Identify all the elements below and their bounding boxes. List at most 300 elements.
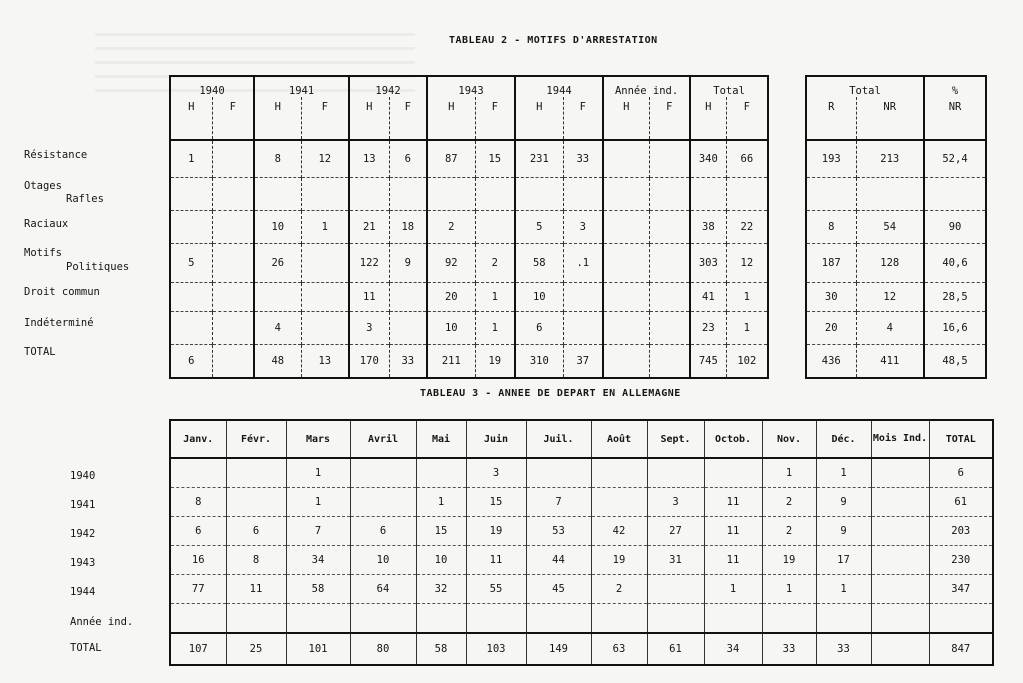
table-cell: 20	[427, 283, 475, 312]
female-header: F	[475, 97, 515, 140]
table-cell	[349, 178, 389, 211]
month-header: Janv.	[170, 420, 226, 458]
table-cell	[591, 604, 647, 634]
table-cell: 11	[704, 546, 762, 575]
row-label: 1941	[70, 499, 96, 511]
table-cell: 1	[704, 575, 762, 604]
table-cell	[603, 312, 649, 345]
table-cell	[871, 488, 929, 517]
table-row	[806, 244, 986, 283]
table2-resistance-summary	[805, 75, 987, 379]
row-label: Résistance	[24, 149, 88, 161]
table-cell: 13	[301, 345, 349, 379]
table-cell	[816, 604, 871, 634]
table-cell: 2	[762, 517, 816, 546]
row-label: 1944	[70, 586, 96, 598]
female-header: F	[212, 97, 254, 140]
table-cell	[301, 178, 349, 211]
table-cell: 27	[647, 517, 704, 546]
table-row	[806, 312, 986, 345]
table-cell: 33	[389, 345, 427, 379]
table-cell: 6	[170, 345, 212, 379]
table-row	[806, 345, 986, 379]
table-cell: 64	[350, 575, 416, 604]
table-cell: 10	[350, 546, 416, 575]
table-cell	[649, 345, 690, 379]
table-cell: 213	[856, 140, 924, 178]
table-cell	[475, 178, 515, 211]
table2-sex-header-row	[170, 97, 768, 140]
row-label: Droit commun	[24, 286, 100, 298]
table-row	[170, 178, 768, 211]
table-cell: 52,4	[924, 140, 986, 178]
table-cell	[301, 312, 349, 345]
month-header: Août	[591, 420, 647, 458]
table-cell: 19	[466, 517, 526, 546]
table-cell	[526, 458, 591, 488]
table-cell: 12	[301, 140, 349, 178]
table-cell: 170	[349, 345, 389, 379]
male-header: H	[170, 97, 212, 140]
table-cell: 30	[806, 283, 856, 312]
table-cell: 22	[726, 211, 768, 244]
table-cell: 231	[515, 140, 563, 178]
table-cell: 3	[563, 211, 603, 244]
table-cell: 1	[762, 575, 816, 604]
table-cell: 310	[515, 345, 563, 379]
table-cell	[647, 604, 704, 634]
table-cell: 58	[515, 244, 563, 283]
table-cell: 48,5	[924, 345, 986, 379]
table-cell: 7	[526, 488, 591, 517]
table-cell: 10	[427, 312, 475, 345]
table-cell: 211	[427, 345, 475, 379]
row-label: Année ind.	[70, 616, 134, 628]
table-cell: 19	[762, 546, 816, 575]
table-cell: 7	[286, 517, 350, 546]
month-header: Mai	[416, 420, 466, 458]
table-cell: 1	[816, 458, 871, 488]
table-cell: 8	[806, 211, 856, 244]
table-cell: 55	[466, 575, 526, 604]
table-cell: 347	[929, 575, 993, 604]
table-cell	[924, 178, 986, 211]
table-cell: 6	[226, 517, 286, 546]
table-cell: 1	[286, 458, 350, 488]
table-cell: 58	[286, 575, 350, 604]
table-cell	[170, 312, 212, 345]
table-cell: 61	[647, 633, 704, 665]
table-cell: 63	[591, 633, 647, 665]
table-cell	[212, 283, 254, 312]
table-cell: 5	[170, 244, 212, 283]
table-cell: 15	[475, 140, 515, 178]
table-cell	[212, 345, 254, 379]
row-label: Indéterminé	[24, 317, 94, 329]
table-cell	[350, 458, 416, 488]
table-cell	[170, 178, 212, 211]
table-cell: 128	[856, 244, 924, 283]
table-cell: 48	[254, 345, 301, 379]
table-cell: 42	[591, 517, 647, 546]
table-cell: 2	[427, 211, 475, 244]
table-cell: 12	[726, 244, 768, 283]
table-row	[170, 140, 768, 178]
table-cell: 4	[254, 312, 301, 345]
female-header: F	[563, 97, 603, 140]
table-cell: 17	[816, 546, 871, 575]
table-cell: 436	[806, 345, 856, 379]
table-cell: 6	[350, 517, 416, 546]
table3-title: TABLEAU 3 - ANNEE DE DEPART EN ALLEMAGNE	[420, 388, 681, 399]
table-cell: 1	[301, 211, 349, 244]
table-cell	[301, 244, 349, 283]
table-cell: 11	[466, 546, 526, 575]
table-cell: 80	[350, 633, 416, 665]
table2-year-header-row	[170, 76, 768, 97]
table-cell: 66	[726, 140, 768, 178]
table-cell: 3	[349, 312, 389, 345]
table-cell	[226, 488, 286, 517]
row-label: Motifs	[24, 247, 62, 259]
table-cell: 31	[647, 546, 704, 575]
table-cell: 1	[188, 153, 195, 165]
table-cell: 340	[690, 140, 726, 178]
table-cell: 33	[762, 633, 816, 665]
month-header: TOTAL	[929, 420, 993, 458]
table-cell	[649, 244, 690, 283]
table-row	[806, 140, 986, 178]
female-header: F	[389, 97, 427, 140]
table-cell	[212, 140, 254, 178]
male-header: H	[690, 97, 726, 140]
year-header-4: 1944	[515, 76, 603, 97]
table-cell: 77	[170, 575, 226, 604]
table-cell	[212, 312, 254, 345]
table-cell	[563, 178, 603, 211]
table-cell	[647, 575, 704, 604]
table-cell	[350, 604, 416, 634]
table-cell: 25	[226, 633, 286, 665]
table-cell: 12	[856, 283, 924, 312]
table-cell: 11	[704, 488, 762, 517]
row-label: TOTAL	[24, 346, 56, 358]
row-label: TOTAL	[70, 642, 102, 654]
table-cell	[871, 633, 929, 665]
table-cell: 32	[416, 575, 466, 604]
year-header-2: 1942	[349, 76, 427, 97]
table-cell	[170, 211, 212, 244]
table-cell: 122	[349, 244, 389, 283]
table-cell: 87	[427, 140, 475, 178]
table-row	[170, 312, 768, 345]
table-cell: 1	[286, 488, 350, 517]
table-cell	[603, 140, 649, 178]
table-cell	[603, 283, 649, 312]
table-cell	[563, 312, 603, 345]
table-cell: 15	[416, 517, 466, 546]
table-cell: 58	[416, 633, 466, 665]
table-cell: 9	[389, 244, 427, 283]
year-header-3: 1943	[427, 76, 515, 97]
table-cell: 21	[349, 211, 389, 244]
table-row	[170, 575, 993, 604]
month-header: Juil.	[526, 420, 591, 458]
table-cell: 411	[856, 345, 924, 379]
table-cell: 41	[690, 283, 726, 312]
table-cell: 1	[475, 283, 515, 312]
month-header: Nov.	[762, 420, 816, 458]
table-cell	[212, 211, 254, 244]
table-cell: 92	[427, 244, 475, 283]
table-cell	[226, 458, 286, 488]
table-cell: 19	[591, 546, 647, 575]
table-cell: 3	[466, 458, 526, 488]
table-row	[806, 283, 986, 312]
table-cell: 10	[515, 283, 563, 312]
table-cell: 33	[563, 140, 603, 178]
table-cell	[871, 517, 929, 546]
table-row	[806, 178, 986, 211]
row-label: Rafles	[66, 193, 104, 205]
table-cell: 6	[389, 140, 427, 178]
table-cell: 5	[515, 211, 563, 244]
table-cell	[389, 283, 427, 312]
table-cell	[690, 178, 726, 211]
table-cell: 1	[416, 488, 466, 517]
table-row	[170, 604, 993, 634]
table-cell	[647, 458, 704, 488]
table-cell	[466, 604, 526, 634]
table-cell	[591, 488, 647, 517]
month-header: Févr.	[226, 420, 286, 458]
table-cell: 1	[816, 575, 871, 604]
table-cell: 23	[690, 312, 726, 345]
table-cell	[649, 211, 690, 244]
table-cell: 193	[821, 153, 841, 165]
table-cell: 102	[726, 345, 768, 379]
table-row	[170, 633, 993, 665]
year-header-0: 1940	[199, 85, 225, 97]
table-cell: 6	[170, 517, 226, 546]
pct-header: %	[924, 76, 986, 97]
table-cell: 149	[526, 633, 591, 665]
table-cell	[254, 178, 301, 211]
table-cell: 745	[690, 345, 726, 379]
table-cell: 53	[526, 517, 591, 546]
month-header: Octob.	[704, 420, 762, 458]
table-cell	[301, 283, 349, 312]
male-header: H	[349, 97, 389, 140]
table-cell: 1	[726, 283, 768, 312]
table-cell: 11	[704, 517, 762, 546]
month-header: Juin	[466, 420, 526, 458]
table-cell	[649, 283, 690, 312]
year-header-1: 1941	[254, 76, 349, 97]
table-cell: 34	[704, 633, 762, 665]
table-cell	[170, 604, 226, 634]
pct-nr-header: NR	[924, 97, 986, 140]
table-cell	[704, 458, 762, 488]
table-cell: 44	[526, 546, 591, 575]
table-cell: 1	[762, 458, 816, 488]
table-cell: 34	[286, 546, 350, 575]
male-header: H	[603, 97, 649, 140]
female-header: F	[301, 97, 349, 140]
table-cell	[212, 244, 254, 283]
month-header: Déc.	[816, 420, 871, 458]
month-header-row	[170, 420, 993, 458]
table-cell: 13	[349, 140, 389, 178]
nr-header: NR	[856, 97, 924, 140]
table-cell: 9	[816, 488, 871, 517]
row-label: 1943	[70, 557, 96, 569]
table-cell	[170, 458, 226, 488]
table-cell: 16	[170, 546, 226, 575]
male-header: H	[254, 97, 301, 140]
table-cell: 103	[466, 633, 526, 665]
table-cell	[603, 345, 649, 379]
table-cell	[603, 244, 649, 283]
table-cell	[515, 178, 563, 211]
table-cell	[416, 604, 466, 634]
table-cell: 303	[690, 244, 726, 283]
table-cell	[649, 178, 690, 211]
table-cell: 8	[170, 488, 226, 517]
table-cell: 33	[816, 633, 871, 665]
table-cell: 18	[389, 211, 427, 244]
table-row	[806, 211, 986, 244]
table2-arrest-motives	[169, 75, 769, 379]
table-cell: 15	[466, 488, 526, 517]
table-cell: 16,6	[924, 312, 986, 345]
table-cell: 2	[591, 575, 647, 604]
table-cell	[726, 178, 768, 211]
table-cell	[526, 604, 591, 634]
male-header: H	[515, 97, 563, 140]
table2-title: TABLEAU 2 - MOTIFS D'ARRESTATION	[449, 35, 658, 46]
row-label: 1942	[70, 528, 96, 540]
month-header: Mars	[286, 420, 350, 458]
r-header: R	[806, 97, 856, 140]
table-cell	[170, 283, 212, 312]
table-row	[170, 244, 768, 283]
month-header: Avril	[350, 420, 416, 458]
table-cell: 37	[563, 345, 603, 379]
table-cell: 26	[254, 244, 301, 283]
table-cell: 40,6	[924, 244, 986, 283]
table-cell	[286, 604, 350, 634]
table-cell: 101	[286, 633, 350, 665]
table-row	[170, 458, 993, 488]
total-header: Total	[849, 85, 881, 97]
table-cell	[212, 178, 254, 211]
table-cell	[871, 458, 929, 488]
table-cell: 847	[929, 633, 993, 665]
table-cell: 10	[254, 211, 301, 244]
table-cell	[427, 178, 475, 211]
table-cell	[649, 140, 690, 178]
table-cell: 4	[856, 312, 924, 345]
year-header-6: Total	[690, 76, 768, 97]
table-cell	[591, 458, 647, 488]
month-header: Mois Ind.	[871, 420, 929, 458]
table-cell: 38	[690, 211, 726, 244]
table-row	[170, 345, 768, 379]
table-cell	[563, 283, 603, 312]
table-cell: 1	[726, 312, 768, 345]
table-cell: 107	[170, 633, 226, 665]
table-cell: 8	[226, 546, 286, 575]
table-cell: 61	[929, 488, 993, 517]
table-cell	[389, 178, 427, 211]
table-cell	[254, 283, 301, 312]
table-cell	[871, 575, 929, 604]
right-header-row-2	[806, 97, 986, 140]
table-cell: 11	[226, 575, 286, 604]
table-cell: 230	[929, 546, 993, 575]
table-cell: 1	[475, 312, 515, 345]
table-cell: 54	[856, 211, 924, 244]
table-cell: 6	[515, 312, 563, 345]
month-header: Sept.	[647, 420, 704, 458]
table-cell: 2	[762, 488, 816, 517]
table-row	[170, 517, 993, 546]
table-cell	[929, 604, 993, 634]
table-cell	[350, 488, 416, 517]
table-cell: 90	[924, 211, 986, 244]
table-cell: 8	[254, 140, 301, 178]
table-cell	[762, 604, 816, 634]
table-row	[170, 546, 993, 575]
female-header: F	[726, 97, 768, 140]
table-cell	[649, 312, 690, 345]
table-cell: 45	[526, 575, 591, 604]
row-label: 1940	[70, 470, 96, 482]
table-row	[170, 488, 993, 517]
table-cell	[226, 604, 286, 634]
table-cell	[704, 604, 762, 634]
table-cell	[603, 178, 649, 211]
table-cell: 6	[929, 458, 993, 488]
table-cell	[416, 458, 466, 488]
table-cell	[806, 178, 856, 211]
table-cell	[603, 211, 649, 244]
table-row	[170, 211, 768, 244]
year-header-5: Année ind.	[603, 76, 690, 97]
row-label: Politiques	[66, 261, 130, 273]
right-header-row-1	[806, 76, 986, 97]
table-cell	[389, 312, 427, 345]
table-cell: 9	[816, 517, 871, 546]
male-header: H	[427, 97, 475, 140]
table-cell: 11	[349, 283, 389, 312]
table-row	[170, 283, 768, 312]
table-cell	[475, 211, 515, 244]
table-cell	[871, 604, 929, 634]
table-cell: 28,5	[924, 283, 986, 312]
table-cell: 20	[806, 312, 856, 345]
table-cell	[871, 546, 929, 575]
table-cell: .1	[563, 244, 603, 283]
table-cell: 3	[647, 488, 704, 517]
row-label: Otages	[24, 180, 62, 192]
table-cell: 2	[475, 244, 515, 283]
table-cell: 10	[416, 546, 466, 575]
table-cell	[856, 178, 924, 211]
table3-departure-year	[169, 419, 994, 666]
table-cell: 187	[806, 244, 856, 283]
